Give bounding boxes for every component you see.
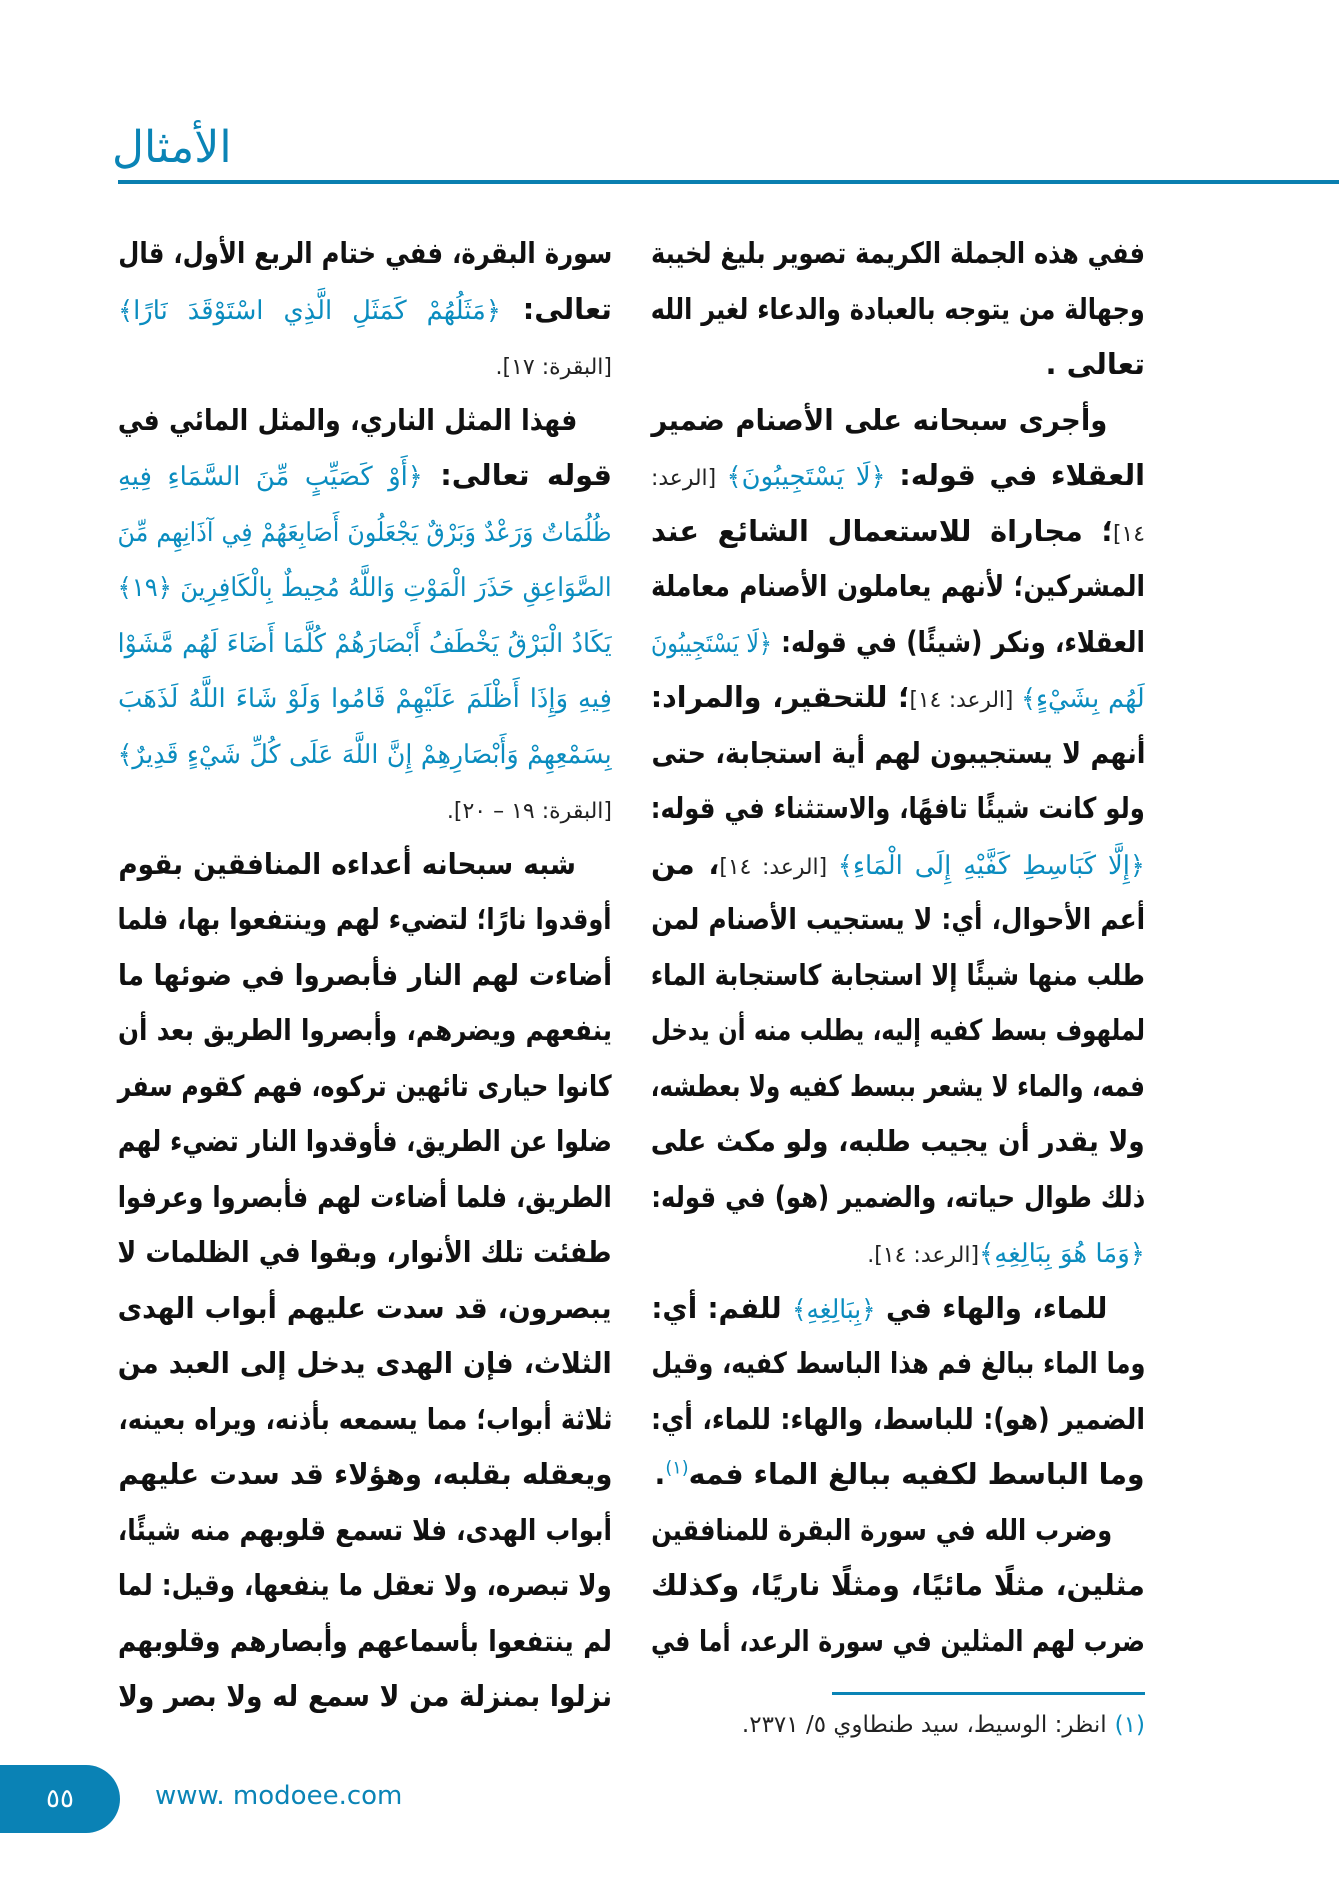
text-line [651,837,1145,893]
footnote-marker: (١) [665,1457,690,1479]
text-segment: ففي هذه الجملة الكريمة تصوير بليغ لخيبة [651,236,1145,270]
text-segment: تعالى: [500,291,612,326]
text-segment: ذلك طوال حياته، والضمير (هو) في قوله: [651,1179,1145,1214]
text-segment: شبه سبحانه أعداءه المنافقين بقوم [117,846,576,881]
text-segment: طلب منها شيئًا إلا استجابة كاستجابة الماء [651,957,1145,992]
text-line [651,892,1145,948]
text-segment: ثلاثة أبواب؛ مما يسمعه بأذنه، ويراه بعينه، [118,1401,612,1436]
text-line [118,781,612,837]
text-segment: وأجرى سبحانه على الأصنام ضمير [651,402,1108,437]
text-line [118,1170,612,1226]
text-line [651,670,1145,726]
quran-verse: ﴿لَا يَسْتَجِيبُونَ [651,628,772,659]
text-line [118,504,612,560]
quran-verse: ﴿أَوْ كَصَيِّبٍ مِّنَ السَّمَاءِ فِيهِ [117,462,423,492]
text-segment: ولا يقدر أن يجيب طلبه، ولو مكث على [651,1124,1145,1158]
text-line [651,1225,1145,1281]
text-line [651,282,1145,338]
text-line [651,337,1145,393]
quran-verse: ﴿وَمَا هُوَ بِبَالِغِهِ﴾ [979,1239,1145,1269]
quran-verse: ﴿مَثَلُهُمْ كَمَثَلِ الَّذِي اسْتَوْقَدَ نَارًا﴾ [117,295,501,326]
text-line [651,1059,1145,1115]
text-line [118,1114,612,1170]
text-line [118,1503,612,1559]
text-segment: وما الماء ببالغ فم هذا الباسط كفيه، وقيل [650,1346,1145,1380]
text-segment: الطريق، فلما أضاءت لهم فأبصروا وعرفوا [118,1179,612,1214]
text-line [118,448,612,504]
text-segment: وضرب الله في سورة البقرة للمنافقين [651,1512,1112,1547]
text-segment: ؛ مجاراة للاستعمال الشائع عند [650,513,1114,548]
quran-verse: فِيهِ وَإِذَا أَظْلَمَ عَلَيْهِمْ قَامُوا وَلَوْ شَاءَ اللَّهُ لَذَهَبَ [117,684,612,714]
verse-reference: [الرعد: ١٤] [719,854,838,880]
verse-reference: [البقرة: ١٩ – ٢٠]. [446,799,612,824]
text-line [651,781,1145,837]
verse-reference: [البقرة: ١٧]. [495,355,612,380]
text-line [651,1503,1145,1559]
verse-reference: ١٤] [1113,521,1145,547]
text-line [118,726,612,782]
text-line [651,1558,1145,1614]
text-segment: ضرب لهم المثلين في سورة الرعد، أما في [651,1623,1145,1658]
text-line [651,1003,1145,1059]
text-line [651,1614,1145,1670]
text-segment: يبصرون، قد سدت عليهم أبواب الهدى [118,1290,612,1325]
text-line [118,615,612,671]
text-line [651,726,1145,782]
text-line [118,1059,612,1115]
verse-reference: [الرعد: ١٤]. [867,1243,980,1268]
text-line [118,1225,612,1281]
text-segment: سورة البقرة، ففي ختام الربع الأول، قال [117,236,612,270]
text-line [118,1614,612,1670]
text-segment: للماء، والهاء في [875,1290,1107,1325]
text-segment: ولا تبصره، ولا تعقل ما ينفعها، وقيل: لما [117,1568,612,1602]
chapter-title: الأمثال [112,122,232,173]
header-divider [118,180,1339,184]
text-line [118,1392,612,1448]
text-segment: الضمير (هو): للباسط، والهاء: للماء، أي: [651,1401,1145,1436]
text-segment: لملهوف بسط كفيه إليه، يطلب منه أن يدخل [651,1013,1145,1047]
text-line [651,1447,1145,1503]
footnote-number: (١) [1114,1712,1145,1738]
text-segment: فمه، والماء لا يشعر ببسط كفيه ولا بعطشه، [650,1068,1145,1103]
text-line [651,1170,1145,1226]
text-line [118,1669,612,1725]
text-line [651,1336,1145,1392]
text-segment: العقلاء في قوله: [885,458,1145,492]
text-segment: لم ينتفعوا بأسماعهم وأبصارهم وقلوبهم [118,1623,612,1658]
text-segment: مثلين، مثلًا مائيًا، ومثلًا ناريًا، وكذلك [651,1568,1145,1602]
text-segment: الثلاث، فإن الهدى يدخل إلى العبد من [118,1346,612,1380]
text-line [651,226,1145,282]
text-segment: للفم: أي: [651,1290,792,1325]
text-segment: ، من [650,846,720,881]
text-line [651,615,1145,671]
text-segment: ولو كانت شيئًا تافهًا، والاستثناء في قوله: [650,791,1145,825]
quran-verse: ﴿إِلَّا كَبَاسِطِ كَفَّيْهِ إِلَى الْمَاءِ﴾ [837,850,1145,881]
text-line [651,504,1145,560]
text-line [118,1558,612,1614]
text-line [118,1003,612,1059]
text-line [118,1336,612,1392]
text-line [118,948,612,1004]
footnote-divider [832,1692,1145,1695]
text-line [651,1392,1145,1448]
text-segment: ينفعهم ويضرهم، وأبصروا الطريق بعد أن [117,1013,612,1047]
left-column [118,226,612,1725]
text-segment: أوقدوا نارًا؛ لتضيء لهم وينتفعوا بها، فلما [117,902,612,936]
verse-reference: [الرعد: [650,466,727,491]
website-link[interactable]: www. modoee.com [155,1781,403,1811]
quran-verse: ظُلُمَاتٌ وَرَعْدٌ وَبَرْقٌ يَجْعَلُونَ أَصَابِعَهُمْ فِي آذَانِهِم مِّنَ [118,517,612,548]
text-segment: وما الباسط لكفيه ببالغ الماء فمه [689,1457,1145,1491]
text-line [118,892,612,948]
text-segment: . [654,1457,666,1491]
text-line [118,670,612,726]
text-line [651,1281,1145,1337]
right-column [651,226,1145,1669]
text-segment: أبواب الهدى، فلا تسمع قلوبهم منه شيئًا، [117,1512,612,1547]
text-segment: المشركين؛ لأنهم يعاملون الأصنام معاملة [651,569,1145,603]
text-line [118,837,612,893]
quran-verse: يَكَادُ الْبَرْقُ يَخْطَفُ أَبْصَارَهُمْ كُلَّمَا أَضَاءَ لَهُم مَّشَوْا [117,628,612,659]
text-line [651,559,1145,615]
text-segment: وجهالة من يتوجه بالعبادة والدعاء لغير الله [651,291,1145,326]
text-line [118,1447,612,1503]
text-segment: تعالى . [1045,347,1145,381]
quran-verse: ﴿لَا يَسْتَجِيبُونَ﴾ [726,462,886,492]
text-line [118,1281,612,1337]
verse-reference: [الرعد: ١٤] [909,688,1022,713]
text-segment: أضاءت لهم النار فأبصروا في ضوئها ما [117,957,612,992]
text-segment: أعم الأحوال، أي: لا يستجيب الأصنام لمن [651,902,1145,936]
footnote [700,1705,1145,1745]
text-line [118,559,612,615]
text-line [118,226,612,282]
quran-verse: الصَّوَاعِقِ حَذَرَ الْمَوْتِ وَاللَّهُ مُحِيطٌ بِالْكَافِرِينَ ﴿١٩﴾ [118,573,612,603]
quran-verse: ﴿بِبَالِغِهِ﴾ [791,1294,876,1325]
text-segment: ؛ للتحقير، والمراد: [651,680,910,714]
text-segment: نزلوا بمنزلة من لا سمع له ولا بصر ولا [118,1679,612,1713]
text-line [651,448,1145,504]
text-segment: العقلاء، ونكر (شيئًا) في قوله: [771,624,1145,659]
text-line [651,948,1145,1004]
text-segment: أنهم لا يستجيبون لهم أية استجابة، حتى [650,735,1145,770]
text-segment: طفئت تلك الأنوار، وبقوا في الظلمات لا [117,1235,612,1269]
text-line [651,1114,1145,1170]
text-segment: ويعقله بقلبه، وهؤلاء قد سدت عليهم [117,1457,612,1491]
text-segment: ضلوا عن الطريق، فأوقدوا النار تضيء لهم [118,1124,612,1158]
footnote-text: انظر: الوسيط، سيد طنطاوي ٥/ ٢٣٧١. [741,1712,1107,1738]
text-line [118,337,612,393]
quran-verse: لَهُم بِشَيْءٍ﴾ [1021,684,1145,714]
page-number-badge: ٥٥ [0,1765,120,1833]
text-segment: فهذا المثل الناري، والمثل المائي في [118,402,578,437]
text-segment: كانوا حيارى تائهين تركوه، فهم كقوم سفر [118,1068,612,1103]
text-line [118,393,612,449]
quran-verse: بِسَمْعِهِمْ وَأَبْصَارِهِمْ إِنَّ اللَّهَ عَلَى كُلِّ شَيْءٍ قَدِيرٌ﴾ [117,739,612,770]
text-segment: قوله تعالى: [422,458,613,492]
text-line [118,282,612,338]
text-line [651,393,1145,449]
